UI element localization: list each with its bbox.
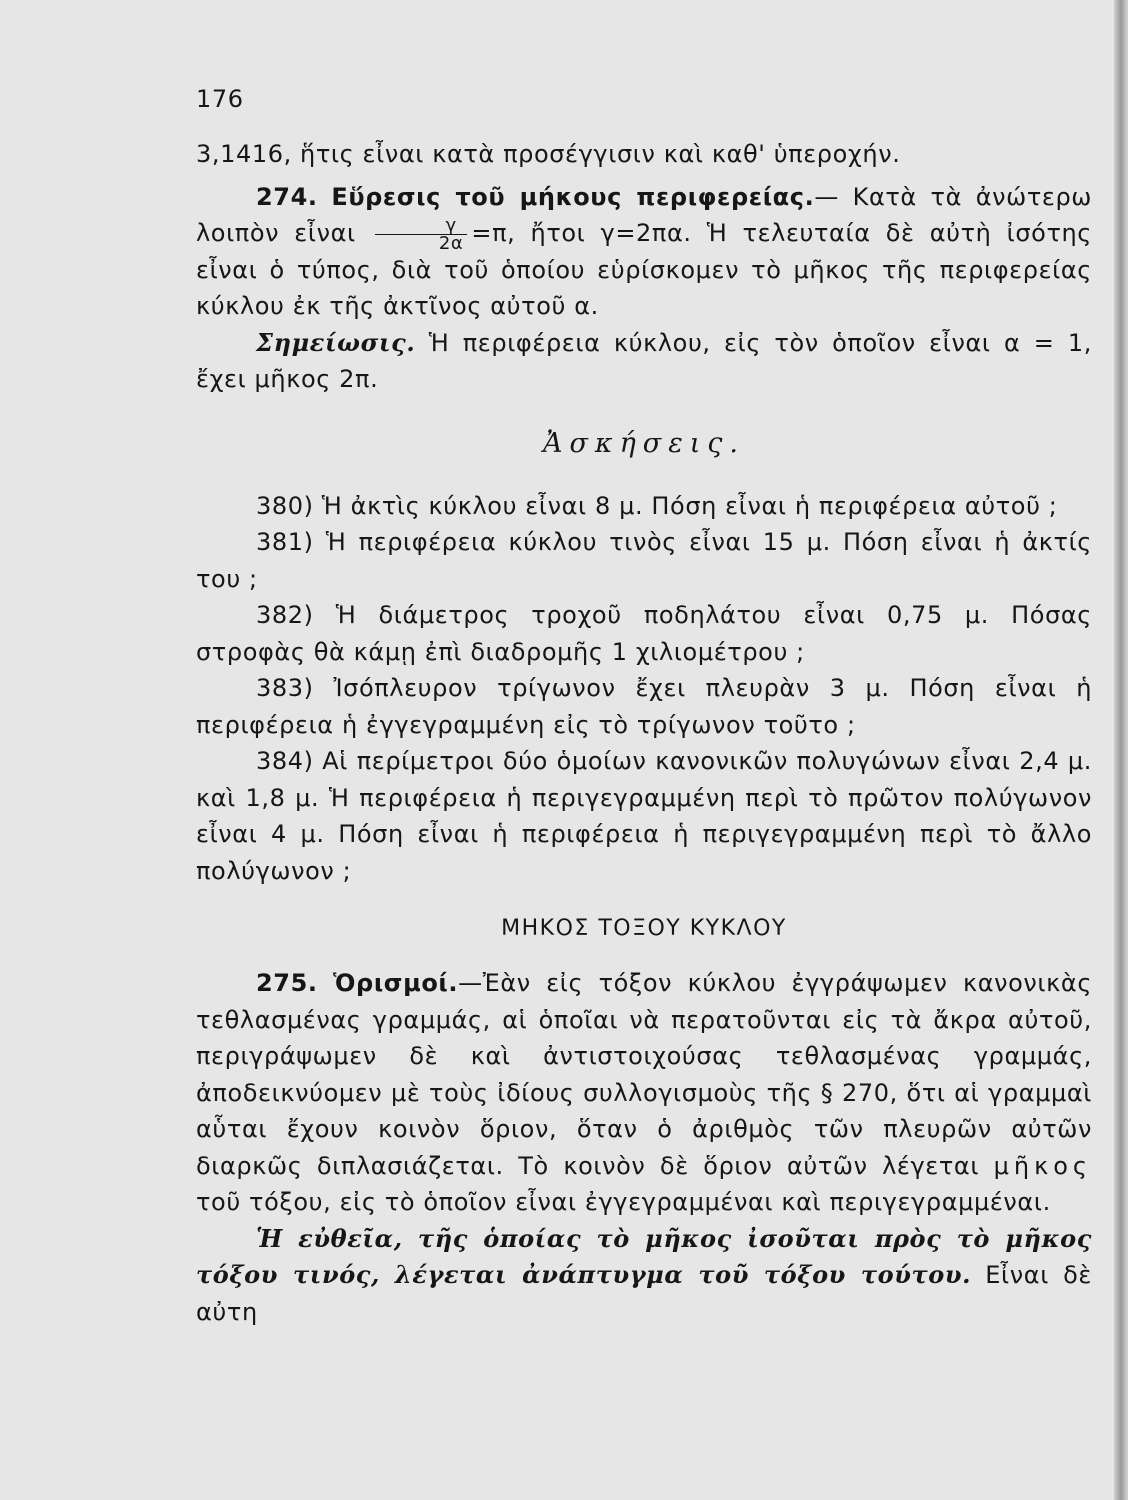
definition-continuation: Εἶναι δὲ αὐτη bbox=[196, 1261, 1093, 1326]
section-number: 275. bbox=[256, 969, 318, 997]
note-paragraph bbox=[196, 325, 1092, 398]
section-title: Εὕρεσις τοῦ μήκους περιφερείας. bbox=[331, 182, 815, 211]
exercises-heading: Ἀσκήσεις. bbox=[542, 427, 746, 459]
page-edge-shadow bbox=[1114, 0, 1128, 1500]
section-274 bbox=[196, 179, 1092, 325]
book-page bbox=[196, 84, 1092, 1330]
exercise-item: 382) Ἡ διάμετρος τροχοῦ ποδηλάτου εἶναι 0,75 μ. Πόσας στροφὰς θὰ κάμῃ ἐπὶ διαδρομῆς 1 χιλιομέτρου ; bbox=[196, 601, 1092, 666]
exercise-item: 381) Ἡ περιφέρεια κύκλου τινὸς εἶναι 15 μ. Πόση εἶναι ἡ ἀκτίς του ; bbox=[196, 528, 1092, 593]
definition-text: Ἡ εὐθεῖα, τῆς ὁποίας τὸ μῆκος ἰσοῦται πρὸς τὸ μῆκος τόξου τινός, λέγεται ἀνάπτυγμα τοῦ τόξου τούτου. bbox=[196, 1223, 1092, 1289]
section-275 bbox=[196, 965, 1092, 1221]
fraction-numerator: γ bbox=[375, 217, 468, 235]
section-text: — Κατὰ τὰ ἀνώτερω λοιπὸν εἶναι bbox=[196, 182, 1093, 247]
section-text-continued: =π, ἤτοι γ=2πα. Ἡ τελευταία δὲ αὐτὴ ἰσότης εἶναι ὁ τύπος, διὰ τοῦ ὁποίου εὑρίσκομεν τὸ μῆκος τῆς περιφερείας κύκλου ἐκ τῆς ἀκτῖνος αὐτοῦ α. bbox=[196, 219, 1092, 320]
section-text: —Ἐὰν εἰς τόξον κύκλου ἐγγράψωμεν κανονικὰς τεθλασμένας γραμμάς, αἱ ὁποῖαι νὰ περατοῦνται εἰς τὰ ἄκρα αὐτοῦ, περιγράψωμεν δὲ καὶ ἀντιστοιχούσας τεθλασμένας γραμμάς, ἀποδεικνύομεν μὲ τοὺς ἰδίους συλλογισμοὺς τῆς § 270, ὅτι αἱ γραμμαὶ αὗται ἔχουν κοινὸν ὅριον, ὅταν ὁ ἀριθμὸς τῶν πλευρῶν αὐτῶν διαρκῶς διπλασιάζεται. Τὸ κοινὸν δὲ ὅριον αὐτῶν λέγεται bbox=[196, 969, 1093, 1180]
exercise-item: 384) Αἱ περίμετροι δύο ὁμοίων κανονικῶν πολυγώνων εἶναι 2,4 μ. καὶ 1,8 μ. Ἡ περιφέρεια ἡ περιγεγραμμένη περὶ τὸ πρῶτον πολύγωνον εἶναι 4 μ. Πόση εἶναι ἡ περιφέρεια ἡ περιγεγραμμένη περὶ τὸ ἄλλο πολύγωνον ; bbox=[196, 747, 1092, 885]
note-text: Ἡ περιφέρεια κύκλου, εἰς τὸν ὁποῖον εἶναι α = 1, ἔχει μῆκος 2π. bbox=[196, 328, 1092, 393]
exercise-item: 380) Ἡ ἀκτὶς κύκλου εἶναι 8 μ. Πόση εἶναι ἡ περιφέρεια αὐτοῦ ; bbox=[256, 491, 1058, 520]
section-title: Ὁρισμοί. bbox=[333, 969, 459, 997]
paragraph-continuation: 3,1416, ἥτις εἶναι κατὰ προσέγγισιν καὶ καθ' ὑπεροχήν. bbox=[196, 140, 901, 168]
chapter-heading: ΜΗΚΟΣ ΤΟΞΟΥ ΚΥΚΛΟΥ bbox=[501, 916, 787, 941]
section-number: 274. bbox=[256, 182, 318, 211]
section-text-continued: τοῦ τόξου, εἰς τὸ ὁποῖον εἶναι ἐγγεγραμμέναι καὶ περιγεγραμμέναι. bbox=[196, 1188, 1051, 1216]
fraction bbox=[375, 214, 468, 254]
exercise-item: 383) Ἰσόπλευρον τρίγωνον ἔχει πλευρὰν 3 μ. Πόση εἶναι ἡ περιφέρεια ἡ ἐγγεγραμμένη εἰς τὸ τρίγωνον τοῦτο ; bbox=[196, 674, 1092, 739]
defined-term: μῆκος bbox=[993, 1151, 1093, 1180]
fraction-denominator: 2α bbox=[438, 232, 464, 254]
page-number: 176 bbox=[196, 85, 244, 113]
definition-paragraph bbox=[196, 1221, 1092, 1331]
note-label: Σημείωσις. bbox=[256, 327, 416, 357]
